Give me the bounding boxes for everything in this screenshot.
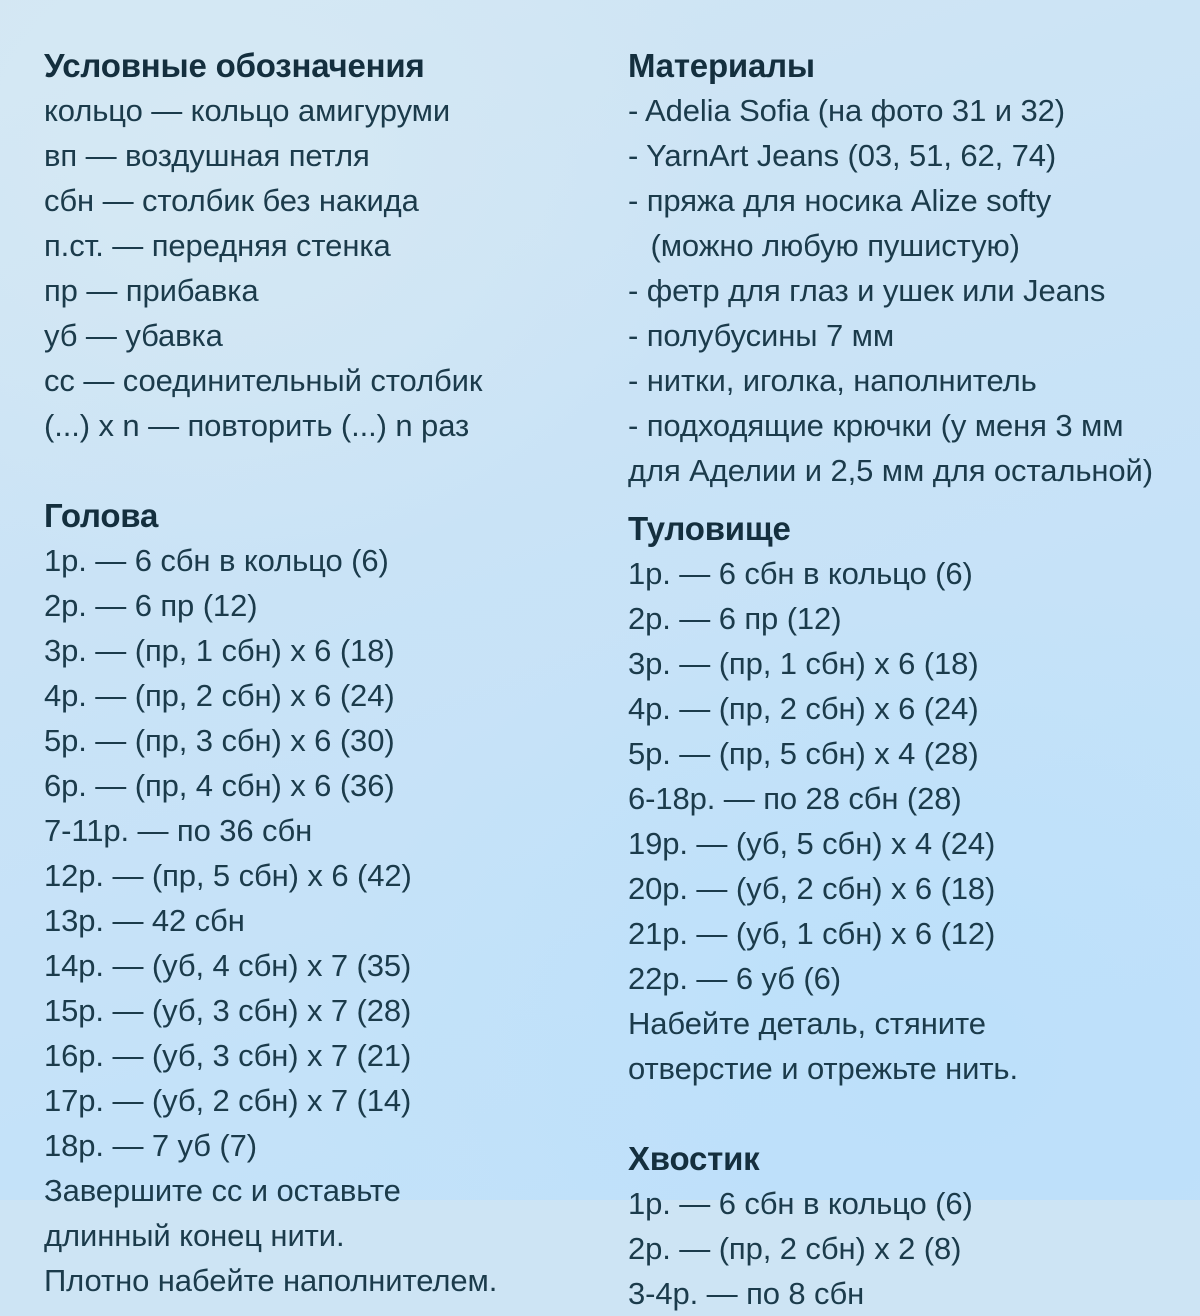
materials-section: [628, 44, 1174, 493]
tail-section: [628, 1137, 1174, 1316]
legend-head-spacer: [44, 448, 602, 494]
pattern-line: пр — прибавка: [44, 273, 259, 308]
pattern-line: 15р. — (уб, 3 сбн) х 7 (28): [44, 993, 412, 1028]
pattern-line: Плотно набейте наполнителем.: [44, 1263, 498, 1298]
pattern-line: сбн — столбик без накида: [44, 183, 419, 218]
pattern-line: 6р. — (пр, 4 сбн) х 6 (36): [44, 768, 395, 803]
pattern-line: Набейте деталь, стяните: [627, 1006, 986, 1041]
pattern-line: 22р. — 6 уб (6): [627, 961, 842, 996]
pattern-line: Завершите сс и оставьте: [44, 1173, 401, 1208]
pattern-line: 5р. — (пр, 3 сбн) х 6 (30): [44, 723, 395, 758]
pattern-line: 3р. — (пр, 1 сбн) х 6 (18): [44, 633, 395, 668]
pattern-line: 14р. — (уб, 4 сбн) х 7 (35): [44, 948, 412, 983]
head-section: [44, 494, 602, 1303]
right-column: [610, 44, 1174, 1311]
legend-lines: [44, 88, 602, 448]
pattern-line: (...) х n — повторить (...) n раз: [44, 408, 470, 443]
pattern-line: 16р. — (уб, 3 сбн) х 7 (21): [44, 1038, 412, 1073]
pattern-line: для Аделии и 2,5 мм для остальной): [627, 453, 1153, 488]
head-heading: Голова: [44, 497, 159, 534]
body-section: [628, 507, 1174, 1091]
pattern-line: (можно любую пушистую): [641, 228, 1020, 263]
head-lines: [44, 538, 602, 1303]
body-tail-spacer: [628, 1091, 1174, 1137]
pattern-line: п.ст. — передняя стенка: [44, 228, 391, 263]
pattern-line: отверстие и отрежьте нить.: [627, 1051, 1019, 1086]
pattern-line: 3р. — (пр, 1 сбн) х 6 (18): [627, 646, 979, 681]
legend-section: [44, 44, 602, 448]
pattern-line: - фетр для глаз и ушек или Jeans: [627, 273, 1106, 308]
pattern-line: 7-11р. — по 36 сбн: [44, 813, 313, 848]
pattern-line: 1р. — 6 сбн в кольцо (6): [44, 543, 389, 578]
pattern-line: 2р. — 6 пр (12): [627, 601, 842, 636]
pattern-line: вп — воздушная петля: [44, 138, 370, 173]
tail-heading: Хвостик: [627, 1140, 760, 1177]
pattern-line: 19р. — (уб, 5 сбн) х 4 (24): [627, 826, 996, 861]
pattern-line: сс — соединительный столбик: [44, 363, 483, 398]
materials-heading: Материалы: [627, 47, 815, 84]
body-heading: Туловище: [627, 510, 791, 547]
materials-lines: [628, 88, 1174, 493]
pattern-line: 12р. — (пр, 5 сбн) х 6 (42): [44, 858, 412, 893]
pattern-line: 4р. — (пр, 2 сбн) х 6 (24): [627, 691, 979, 726]
pattern-line: 1р. — 6 сбн в кольцо (6): [627, 556, 973, 591]
legend-heading: Условные обозначения: [44, 47, 425, 84]
left-column: [44, 44, 610, 1298]
pattern-line: уб — убавка: [44, 318, 223, 353]
pattern-line: 13р. — 42 сбн: [44, 903, 245, 938]
pattern-line: - полубусины 7 мм: [627, 318, 895, 353]
pattern-line: 3-4р. — по 8 сбн: [627, 1276, 865, 1311]
pattern-line: 4р. — (пр, 2 сбн) х 6 (24): [44, 678, 395, 713]
body-lines: [628, 551, 1174, 1091]
pattern-line: 21р. — (уб, 1 сбн) х 6 (12): [627, 916, 996, 951]
pattern-line: - нитки, иголка, наполнитель: [627, 363, 1037, 398]
materials-body-spacer: [628, 493, 1174, 507]
pattern-line: - Adelia Sofia (на фото 31 и 32): [627, 93, 1065, 128]
pattern-line: 6-18р. — по 28 сбн (28): [627, 781, 962, 816]
pattern-line: - подходящие крючки (у меня 3 мм: [627, 408, 1124, 443]
pattern-line: длинный конец нити.: [44, 1218, 345, 1253]
pattern-line: 1р. — 6 сбн в кольцо (6): [627, 1186, 973, 1221]
pattern-line: 18р. — 7 уб (7): [44, 1128, 258, 1163]
pattern-line: 20р. — (уб, 2 сбн) х 6 (18): [627, 871, 996, 906]
pattern-line: 2р. — 6 пр (12): [44, 588, 258, 623]
pattern-line: 17р. — (уб, 2 сбн) х 7 (14): [44, 1083, 412, 1118]
pattern-line: 2р. — (пр, 2 сбн) х 2 (8): [627, 1231, 962, 1266]
pattern-line: - YarnArt Jeans (03, 51, 62, 74): [627, 138, 1057, 173]
pattern-line: - пряжа для носика Alize softy: [627, 183, 1052, 218]
pattern-line: кольцо — кольцо амигуруми: [44, 93, 451, 128]
tail-lines: [628, 1181, 1174, 1316]
pattern-line: 5р. — (пр, 5 сбн) х 4 (28): [627, 736, 979, 771]
